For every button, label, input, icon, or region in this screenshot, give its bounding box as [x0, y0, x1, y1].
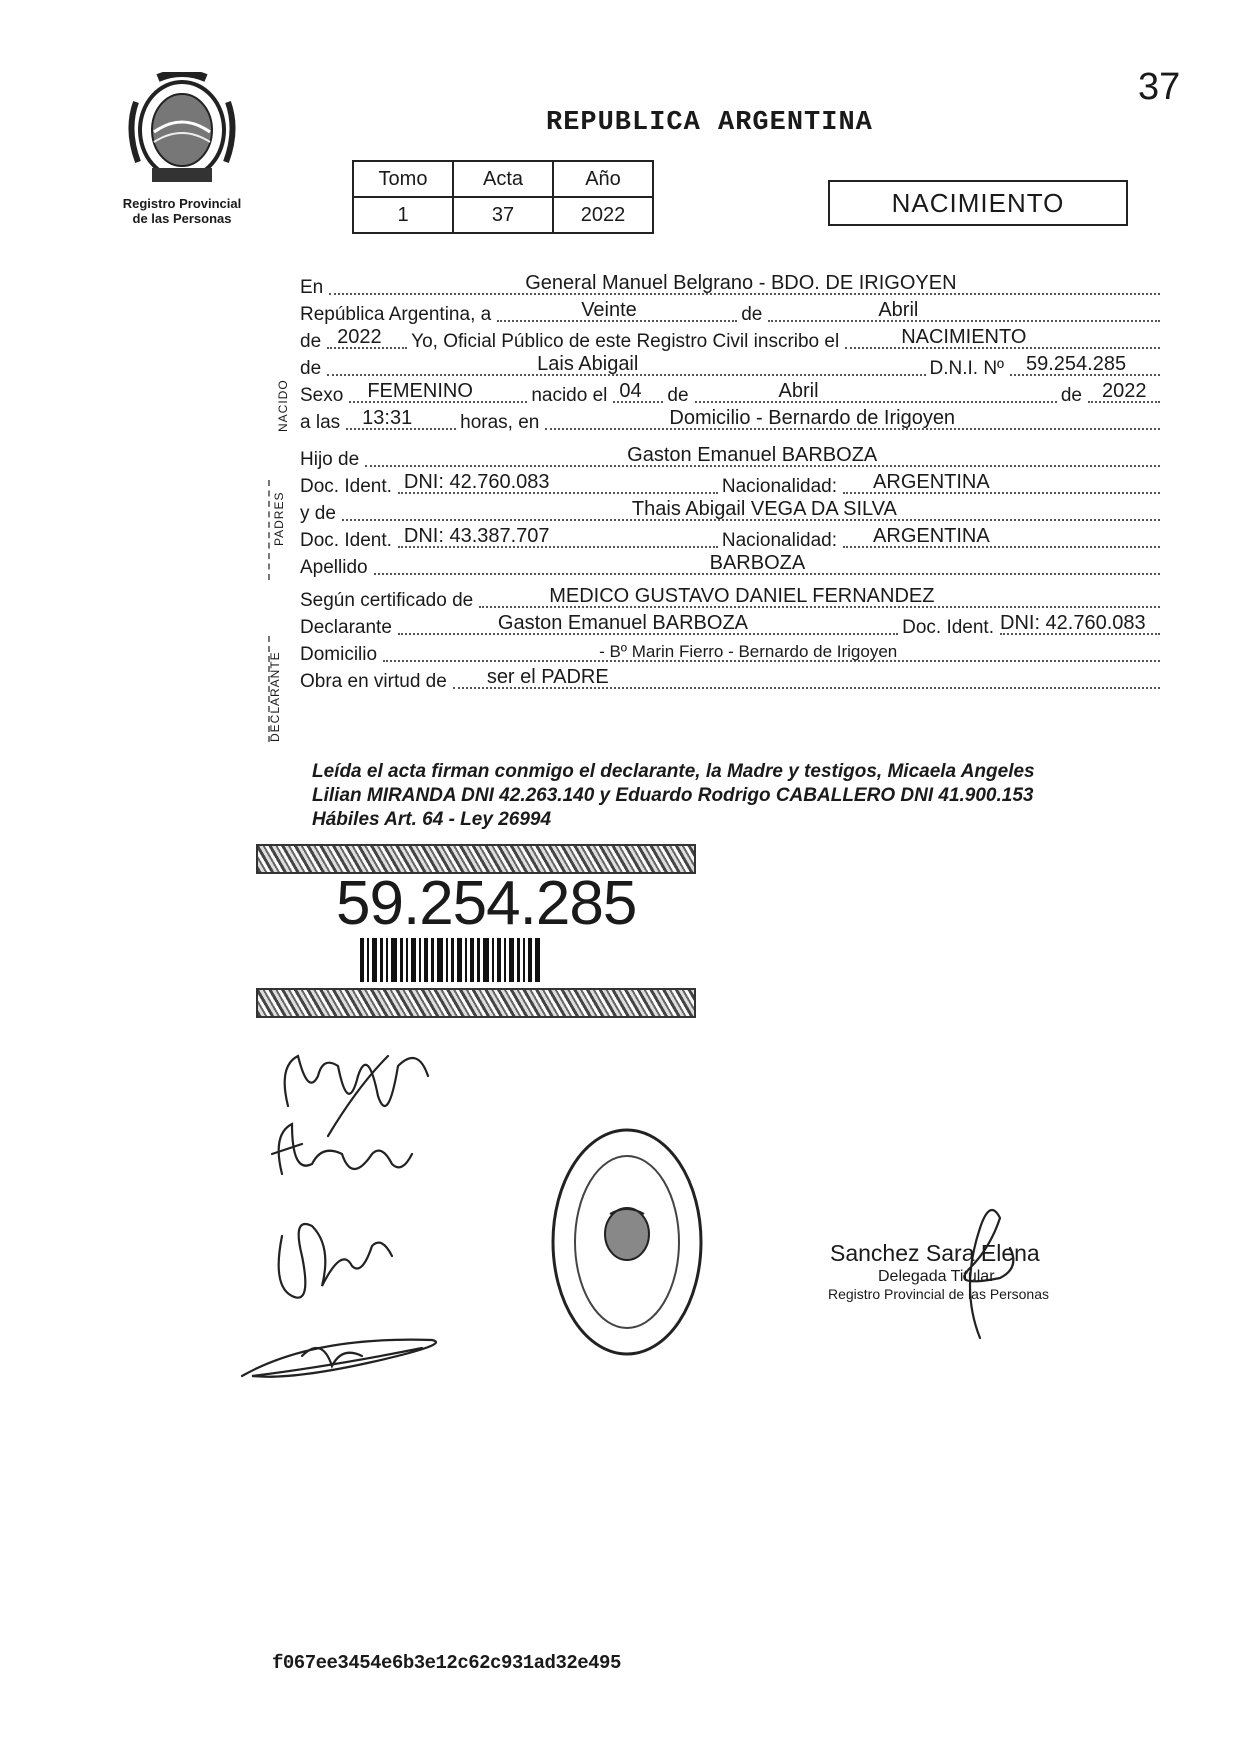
- madre-value: Thais Abigail VEGA DA SILVA: [631, 498, 897, 520]
- declarante-doc-label: Doc. Ident.: [902, 617, 994, 638]
- form-line-madre: [300, 498, 1164, 525]
- legal-text-line-3: Hábiles Art. 64 - Ley 26994: [312, 809, 552, 830]
- anio-prefix: de: [300, 331, 322, 352]
- record-table-header-acta: Acta: [453, 161, 553, 197]
- country-title: REPUBLICA ARGENTINA: [546, 108, 873, 138]
- madre-doc-value: DNI: 43.387.707: [403, 525, 550, 547]
- nacido-label: nacido el: [531, 385, 608, 406]
- form-line-republica: [300, 299, 1164, 326]
- form-line-apellido: [300, 552, 1164, 579]
- form-line-oficial: [300, 326, 1164, 353]
- form-line-padre: [300, 444, 1164, 471]
- signature-2-icon: [262, 1114, 432, 1204]
- dni-label: D.N.I. Nº: [929, 358, 1004, 379]
- mes-value: Abril: [878, 299, 919, 321]
- id-number: 59.254.285: [336, 869, 637, 938]
- acto-value: NACIMIENTO: [901, 326, 1027, 348]
- nac-anio-label: de: [1060, 385, 1082, 406]
- obra-value: ser el PADRE: [486, 666, 609, 688]
- madre-doc-label: Doc. Ident.: [300, 530, 392, 551]
- form-line-en: [300, 272, 1164, 299]
- hora-value: 13:31: [362, 407, 413, 429]
- madre-label: y de: [300, 503, 336, 524]
- legal-text-line-1: Leída el acta firman conmigo el declarante, la Madre y testigos, Micaela Angeles: [312, 761, 1035, 782]
- section-label-declarante: DECLARANTE: [268, 651, 282, 742]
- nombre-label: de: [300, 358, 322, 379]
- section-rule-declarante: [268, 636, 270, 742]
- declarante-value: Gaston Emanuel BARBOZA: [497, 612, 748, 634]
- form-line-hora: [300, 407, 1164, 434]
- form-line-obra: [300, 666, 1164, 693]
- oficial-text: Yo, Oficial Público de este Registro Civil inscribo el: [411, 331, 840, 352]
- domicilio-label: Domicilio: [300, 644, 378, 665]
- obra-label: Obra en virtud de: [300, 671, 447, 692]
- registry-seal-icon: [548, 1124, 706, 1360]
- padre-doc-value: DNI: 42.760.083: [403, 471, 550, 493]
- registry-name: [98, 196, 266, 226]
- sexo-label: Sexo: [300, 385, 344, 406]
- record-table: [352, 160, 654, 234]
- certificado-value: MEDICO GUSTAVO DANIEL FERNANDEZ: [549, 585, 935, 607]
- lugar-value: Domicilio - Bernardo de Irigoyen: [669, 407, 956, 429]
- form-line-domicilio: [300, 639, 1164, 666]
- official-name: Sanchez Sara Elena: [830, 1240, 1040, 1266]
- nac-de-label: de: [667, 385, 689, 406]
- madre-nac-value: ARGENTINA: [873, 525, 990, 547]
- padre-label: Hijo de: [300, 449, 360, 470]
- certificado-label: Según certificado de: [300, 590, 474, 611]
- nac-anio-value: 2022: [1102, 380, 1147, 402]
- legal-text: [312, 760, 1172, 832]
- nac-dia-value: 04: [619, 380, 642, 402]
- record-table-header-tomo: Tomo: [353, 161, 453, 197]
- form-line-nombre: [300, 353, 1164, 380]
- document-hash: f067ee3454e6b3e12c62c931ad32e495: [272, 1652, 621, 1674]
- padre-doc-label: Doc. Ident.: [300, 476, 392, 497]
- madre-nac-label: Nacionalidad:: [721, 530, 838, 551]
- record-table-value-anio: 2022: [553, 197, 653, 233]
- padre-value: Gaston Emanuel BARBOZA: [627, 444, 878, 466]
- anio-value: 2022: [337, 326, 382, 348]
- nac-mes-value: Abril: [778, 380, 819, 402]
- padre-nac-value: ARGENTINA: [873, 471, 990, 493]
- legal-text-line-2: Lilian MIRANDA DNI 42.263.140 y Eduardo Rodrigo CABALLERO DNI 41.900.153: [312, 785, 1034, 806]
- de-label: de: [741, 304, 763, 325]
- apellido-label: Apellido: [300, 557, 368, 578]
- en-value: General Manuel Belgrano - BDO. DE IRIGOYEN: [525, 272, 957, 294]
- official-role: Delegada Titular: [878, 1268, 995, 1285]
- signature-4-icon: [232, 1326, 462, 1386]
- section-rule-padres: [268, 480, 270, 580]
- form-line-declarante: [300, 612, 1164, 639]
- provincia-misiones-emblem-icon: [118, 72, 246, 190]
- en-label: En: [300, 277, 324, 298]
- dia-value: Veinte: [581, 299, 637, 321]
- nombre-value: Lais Abigail: [537, 353, 639, 375]
- barcode-icon: [360, 938, 600, 982]
- padre-nac-label: Nacionalidad:: [721, 476, 838, 497]
- record-table-value-tomo: 1: [353, 197, 453, 233]
- security-strip-bottom: [256, 988, 696, 1018]
- record-table-value-acta: 37: [453, 197, 553, 233]
- hora-label: a las: [300, 412, 341, 433]
- registry-line-2: de las Personas: [132, 211, 232, 226]
- declarante-label: Declarante: [300, 617, 392, 638]
- form-line-madre-doc: [300, 525, 1164, 552]
- signature-3-icon: [262, 1196, 422, 1316]
- form-line-padre-doc: [300, 471, 1164, 498]
- sexo-value: FEMENINO: [367, 380, 473, 402]
- republica-label: República Argentina, a: [300, 304, 492, 325]
- official-org: Registro Provincial de las Personas: [828, 1286, 1049, 1302]
- form-line-certificado: [300, 585, 1164, 612]
- declarante-doc-value: DNI: 42.760.083: [1000, 612, 1146, 634]
- horas-label: horas, en: [460, 412, 540, 433]
- form-line-sexo: [300, 380, 1164, 407]
- record-table-header-anio: Año: [553, 161, 653, 197]
- page-number: 37: [1138, 66, 1181, 108]
- domicilio-value: - Bº Marin Fierro - Bernardo de Irigoyen: [599, 642, 898, 661]
- dni-value: 59.254.285: [1026, 353, 1127, 375]
- registry-line-1: Registro Provincial: [122, 196, 242, 211]
- section-label-padres: PADRES: [272, 491, 286, 546]
- section-label-nacido: NACIDO: [276, 379, 290, 432]
- apellido-value: BARBOZA: [709, 552, 806, 574]
- record-type-box: NACIMIENTO: [828, 180, 1128, 226]
- record-form: [300, 272, 1164, 693]
